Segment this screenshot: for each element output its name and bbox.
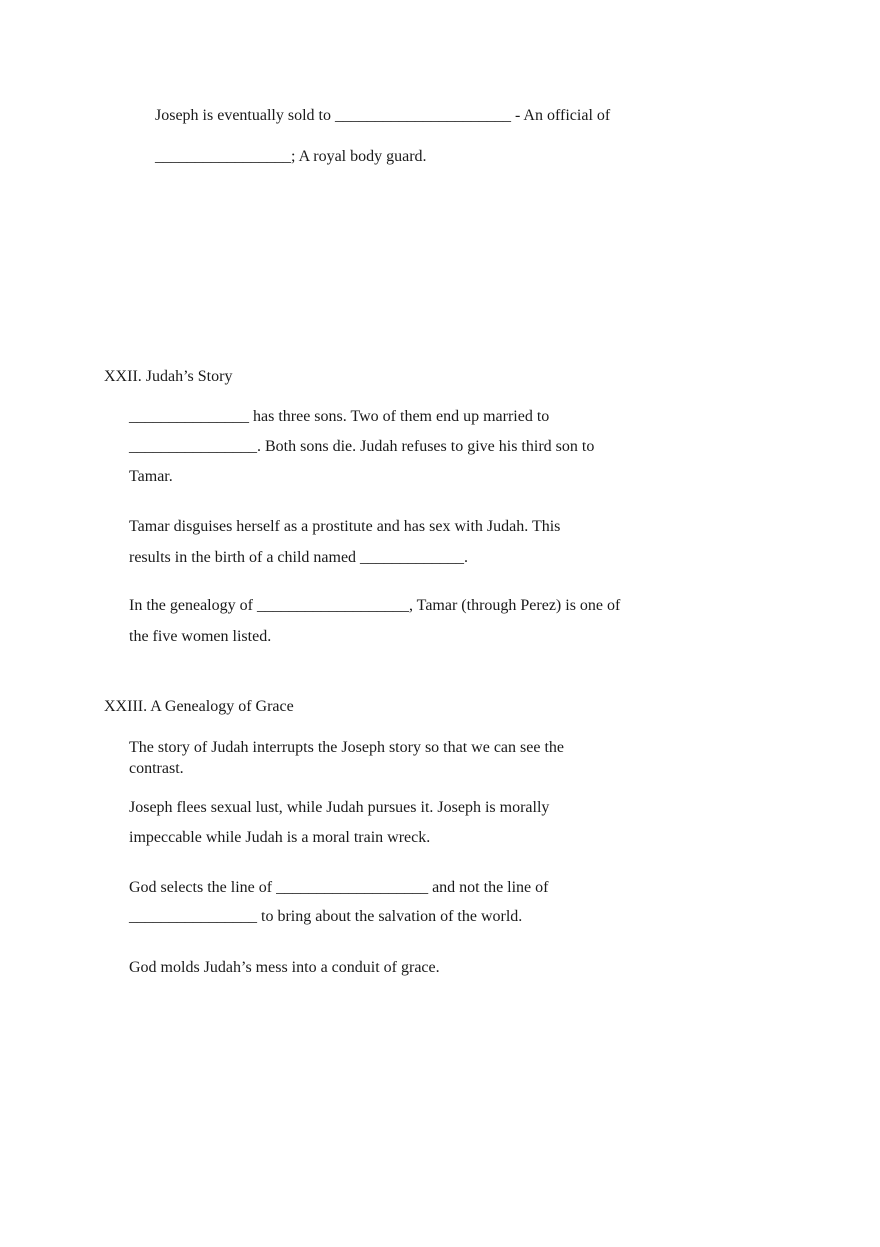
text-line: In the genealogy of ___________________, Tamar (through Perez) is one of: [129, 597, 621, 614]
text-line: results in the birth of a child named _____________.: [129, 549, 469, 566]
text-line: _________________; A royal body guard.: [155, 148, 427, 165]
text-line: The story of Judah interrupts the Joseph story so that we can see the: [129, 739, 565, 756]
text-line: God molds Judah’s mess into a conduit of grace.: [129, 959, 440, 976]
text-line: contrast.: [129, 760, 184, 777]
text-line: Joseph is eventually sold to ______________________ - An official of: [155, 107, 611, 124]
section-heading-genealogy-of-grace: XXIII. A Genealogy of Grace: [104, 698, 294, 715]
text-line: Tamar disguises herself as a prostitute and has sex with Judah. This: [129, 518, 561, 535]
text-line: Joseph flees sexual lust, while Judah pursues it. Joseph is morally: [129, 799, 550, 816]
text-line: ________________ to bring about the salvation of the world.: [129, 908, 523, 925]
text-line: impeccable while Judah is a moral train wreck.: [129, 829, 431, 846]
text-line: God selects the line of ___________________ and not the line of: [129, 879, 549, 896]
text-line: ________________. Both sons die. Judah refuses to give his third son to: [129, 438, 595, 455]
text-line: Tamar.: [129, 468, 173, 485]
text-line: _______________ has three sons. Two of them end up married to: [129, 408, 550, 425]
section-heading-judahs-story: XXII. Judah’s Story: [104, 368, 233, 385]
text-line: the five women listed.: [129, 628, 272, 645]
